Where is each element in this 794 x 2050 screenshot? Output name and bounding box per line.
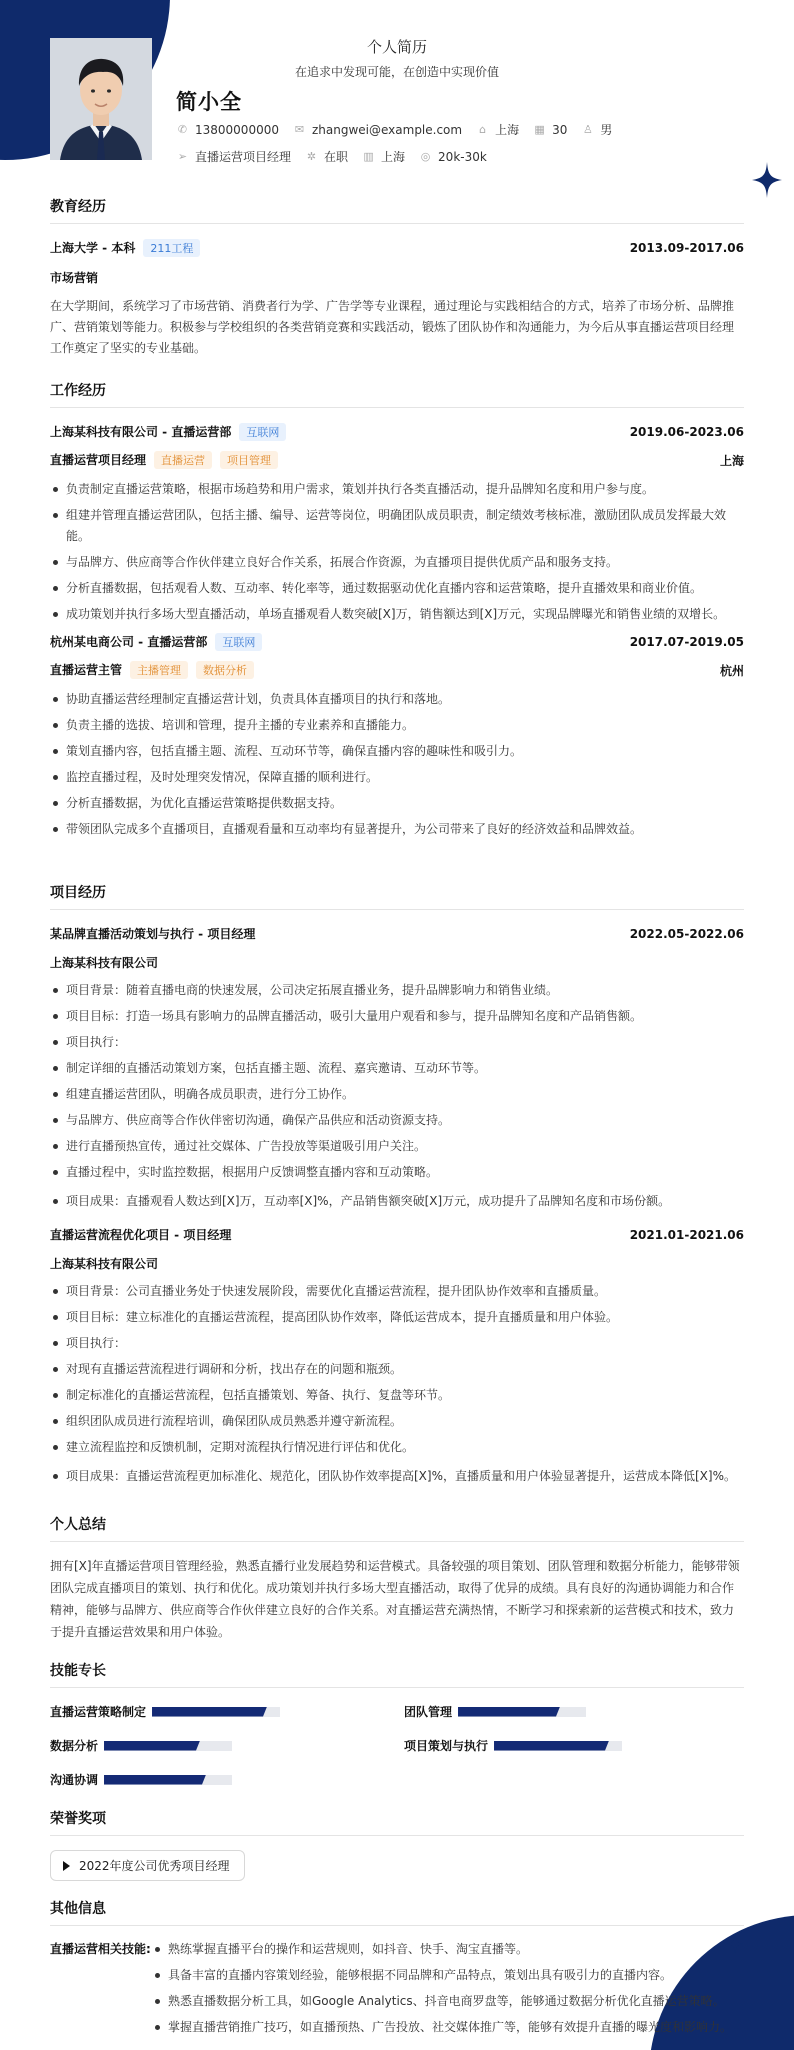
role-title: 直播运营主管 xyxy=(50,663,123,677)
project-company: 上海某科技有限公司 xyxy=(50,1257,159,1271)
list-item: 监控直播过程，及时处理突发情况，保障直播的顺利进行。 xyxy=(50,767,744,788)
send-icon: ➢ xyxy=(177,150,188,163)
email-icon: ✉ xyxy=(294,123,305,136)
project-section xyxy=(50,882,744,1492)
list-item: 组建直播运营团队，明确各成员职责，进行分工协作。 xyxy=(50,1084,744,1105)
work-entry-head xyxy=(50,423,744,441)
gender-info xyxy=(581,121,612,138)
other-label: 直播运营相关技能: xyxy=(50,1942,151,1956)
list-item: 成功策划并执行多场大型直播活动，单场直播观看人数突破[X]万，销售额达到[X]万元，实现品牌曝光和销售业绩的双增长。 xyxy=(50,604,744,625)
summary-text: 拥有[X]年直播运营项目管理经验，熟悉直播行业发展趋势和运营模式。具备较强的项目策划、团队管理和数据分析能力，能够带领团队完成直播项目的策划、执行和优化。成功策划并执行多场大型直播活动，取得了优异的成绩。具有良好的沟通协调能力和合作精神，能够与品牌方、供应商等合作伙伴建立良好的合作关系。对直播运营充满热情，不断学习和探索新的运营模式和技术，致力于提升直播运营效果和用户体验。 xyxy=(50,1559,740,1639)
skill-name: 直播运营策略制定 xyxy=(50,1705,147,1719)
list-item: 项目执行： xyxy=(50,1032,744,1053)
section-title: 技能专长 xyxy=(50,1660,744,1688)
list-item: 对现有直播运营流程进行调研和分析，找出存在的问题和瓶颈。 xyxy=(50,1359,744,1380)
education-entry-head xyxy=(50,239,744,257)
sparkle-star-icon xyxy=(752,162,782,198)
skill-bar-track xyxy=(152,1707,280,1717)
industry-tag: 互联网 xyxy=(215,633,262,651)
skill-bar-fill xyxy=(494,1741,609,1751)
list-item: 项目执行： xyxy=(50,1333,744,1354)
skill-item xyxy=(50,1771,232,1788)
company-name: 杭州某电商公司 - 直播运营部 xyxy=(50,635,208,649)
list-item: 熟悉直播数据分析工具，如Google Analytics、抖音电商罗盘等，能够通过数据分析优化直播运营策略。 xyxy=(152,1991,744,2012)
work-location: 杭州 xyxy=(719,663,744,678)
role-row xyxy=(50,451,744,469)
skill-name: 数据分析 xyxy=(50,1739,99,1753)
resume-header xyxy=(0,0,794,190)
award-list xyxy=(50,1850,744,1881)
section-title: 其他信息 xyxy=(50,1898,744,1926)
work-period: 2019.06-2023.06 xyxy=(629,425,744,439)
project-details xyxy=(50,1281,744,1487)
list-item: 组织团队成员进行流程培训，确保团队成员熟悉并遵守新流程。 xyxy=(50,1411,744,1432)
list-item: 分析直播数据，包括观看人数、互动率、转化率等，通过数据驱动优化直播内容和运营策略，提升直播效果和商业价值。 xyxy=(50,578,744,599)
candidate-name: 简小全 xyxy=(176,90,242,114)
email-value: zhangwei@example.com xyxy=(311,122,463,137)
other-list xyxy=(152,1939,744,2043)
phone-value: 13800000000 xyxy=(195,122,279,137)
list-item: 协助直播运营经理制定直播运营计划，负责具体直播项目的执行和落地。 xyxy=(50,689,744,710)
school-tag: 211工程 xyxy=(143,239,200,257)
work-list xyxy=(50,423,744,840)
list-item: 项目目标：建立标准化的直播运营流程，提高团队协作效率，降低运营成本，提升直播质量和用户体验。 xyxy=(50,1307,744,1328)
list-item: 项目成果：直播观看人数达到[X]万，互动率[X]%，产品销售额突破[X]万元，成功提升了品牌知名度和市场份额。 xyxy=(50,1191,744,1212)
list-item: 项目背景：随着直播电商的快速发展，公司决定拓展直播业务，提升品牌影响力和销售业绩。 xyxy=(50,980,744,1001)
other-section xyxy=(50,1898,744,2043)
skill-item xyxy=(404,1703,586,1720)
city-value: 上海 xyxy=(495,123,520,137)
target-city-value: 上海 xyxy=(381,150,406,164)
status-value: 在职 xyxy=(324,150,349,164)
project-entry xyxy=(50,925,744,1212)
work-section xyxy=(50,380,744,845)
project-entry-head xyxy=(50,1226,744,1243)
role-row xyxy=(50,661,744,679)
list-item: 项目目标：打造一场具有影响力的品牌直播活动，吸引大量用户观看和参与，提升品牌知名度和产品销售额。 xyxy=(50,1006,744,1027)
company-name: 上海某科技有限公司 - 直播运营部 xyxy=(50,425,232,439)
awards-section xyxy=(50,1808,744,1881)
work-duties xyxy=(50,479,744,625)
target-city-info xyxy=(362,148,405,165)
summary-section xyxy=(50,1514,744,1643)
phone-icon: ✆ xyxy=(177,123,188,136)
salary-value: 20k-30k xyxy=(438,149,487,164)
skill-name: 团队管理 xyxy=(404,1705,453,1719)
skill-item xyxy=(50,1737,232,1754)
list-item: 负责主播的选拔、培训和管理，提升主播的专业素养和直播能力。 xyxy=(50,715,744,736)
project-name: 某品牌直播活动策划与执行 - 项目经理 xyxy=(50,927,256,941)
list-item: 制定详细的直播活动策划方案，包括直播主题、流程、嘉宾邀请、互动环节等。 xyxy=(50,1058,744,1079)
phone-info xyxy=(176,123,279,137)
project-period: 2021.01-2021.06 xyxy=(629,1227,744,1242)
major: 市场营销 xyxy=(50,271,99,285)
sparkle-star-small-icon xyxy=(727,1934,743,1954)
section-title: 荣誉奖项 xyxy=(50,1808,744,1836)
list-item: 建立流程监控和反馈机制，定期对流程执行情况进行评估和优化。 xyxy=(50,1437,744,1458)
list-item: 分析直播数据，为优化直播运营策略提供数据支持。 xyxy=(50,793,744,814)
skill-bar-fill xyxy=(104,1775,206,1785)
user-icon: ♙ xyxy=(582,123,593,136)
list-item: 具备丰富的直播内容策划经验，能够根据不同品牌和产品特点，策划出具有吸引力的直播内容。 xyxy=(152,1965,744,1986)
project-period: 2022.05-2022.06 xyxy=(629,926,744,941)
project-list xyxy=(50,925,744,1487)
work-entry-head xyxy=(50,633,744,651)
role-tag: 项目管理 xyxy=(220,451,278,469)
section-title: 工作经历 xyxy=(50,380,744,408)
gender-value: 男 xyxy=(600,123,613,137)
status-info xyxy=(305,148,348,165)
list-item: 项目成果：直播运营流程更加标准化、规范化，团队协作效率提高[X]%，直播质量和用户体验显著提升，运营成本降低[X]%。 xyxy=(50,1466,744,1487)
education-section xyxy=(50,196,744,359)
project-details xyxy=(50,980,744,1212)
email-info xyxy=(293,123,462,137)
position-value: 直播运营项目经理 xyxy=(195,150,292,164)
document-title: 个人简历 xyxy=(366,38,427,56)
city-info xyxy=(476,121,519,138)
school-name: 上海大学 - 本科 xyxy=(50,241,136,255)
list-item: 带领团队完成多个直播项目，直播观看量和互动率均有显著提升，为公司带来了良好的经济效益和品牌效益。 xyxy=(50,819,744,840)
list-item: 掌握直播营销推广技巧，如直播预热、广告投放、社交媒体推广等，能够有效提升直播的曝光度和影响力。 xyxy=(152,2017,744,2038)
role-tag: 直播运营 xyxy=(154,451,212,469)
role-tag: 主播管理 xyxy=(130,661,188,679)
settings-icon: ✲ xyxy=(306,150,317,163)
list-item: 与品牌方、供应商等合作伙伴密切沟通，确保产品供应和活动资源支持。 xyxy=(50,1110,744,1131)
list-item: 负责制定直播运营策略，根据市场趋势和用户需求，策划并执行各类直播活动，提升品牌知名度和用户参与度。 xyxy=(50,479,744,500)
role-tag: 数据分析 xyxy=(196,661,254,679)
work-location: 上海 xyxy=(719,453,744,468)
role-title: 直播运营项目经理 xyxy=(50,453,147,467)
document-motto: 在追求中发现可能，在创造中实现价值 xyxy=(294,65,499,79)
other-info xyxy=(50,1939,744,2043)
position-info xyxy=(176,148,291,165)
list-item: 项目背景：公司直播业务处于快速发展阶段，需要优化直播运营流程，提升团队协作效率和直播质量。 xyxy=(50,1281,744,1302)
section-title: 项目经历 xyxy=(50,882,744,910)
work-period: 2017.07-2019.05 xyxy=(629,635,744,649)
building-icon: ▥ xyxy=(363,150,374,163)
age-info xyxy=(533,123,567,137)
work-entry xyxy=(50,423,744,625)
award-item[interactable] xyxy=(50,1850,245,1881)
skill-bar-fill xyxy=(458,1707,560,1717)
play-triangle-icon xyxy=(63,1861,70,1871)
skills-section xyxy=(50,1660,744,1688)
skill-bar-track xyxy=(494,1741,622,1751)
skill-item xyxy=(50,1703,280,1720)
skill-name: 沟通协调 xyxy=(50,1773,99,1787)
list-item: 进行直播预热宣传，通过社交媒体、广告投放等渠道吸引用户关注。 xyxy=(50,1136,744,1157)
skill-name: 项目策划与执行 xyxy=(404,1739,489,1753)
calendar-icon: ▦ xyxy=(534,123,545,136)
list-item: 制定标准化的直播运营流程，包括直播策划、筹备、执行、复盘等环节。 xyxy=(50,1385,744,1406)
skill-bar-track xyxy=(104,1741,232,1751)
project-entry xyxy=(50,1226,744,1487)
list-item: 组建并管理直播运营团队，包括主播、编导、运营等岗位，明确团队成员职责，制定绩效考核标准，激励团队成员发挥最大效能。 xyxy=(50,505,744,547)
industry-tag: 互联网 xyxy=(239,423,286,441)
skill-bar-track xyxy=(104,1775,232,1785)
work-entry xyxy=(50,633,744,840)
project-name: 直播运营流程优化项目 - 项目经理 xyxy=(50,1228,232,1242)
list-item: 与品牌方、供应商等合作伙伴建立良好合作关系，拓展合作资源，为直播项目提供优质产品和服务支持。 xyxy=(50,552,744,573)
salary-info xyxy=(419,150,487,164)
work-duties xyxy=(50,689,744,840)
contact-row xyxy=(176,121,626,138)
skill-item xyxy=(404,1737,622,1754)
skill-bar-track xyxy=(458,1707,586,1717)
avatar xyxy=(50,38,152,160)
skill-bar-fill xyxy=(152,1707,267,1717)
section-title: 教育经历 xyxy=(50,196,744,224)
home-icon: ⌂ xyxy=(479,123,487,136)
money-icon: ◎ xyxy=(420,150,431,163)
education-description: 在大学期间，系统学习了市场营销、消费者行为学、广告学等专业课程，通过理论与实践相结合的方式，培养了市场分析、品牌推广、营销策划等能力。积极参与学校组织的各类营销竞赛和实践活动，锻炼了团队协作和沟通能力，为今后从事直播运营项目经理工作奠定了坚实的专业基础。 xyxy=(50,299,735,355)
project-company: 上海某科技有限公司 xyxy=(50,956,159,970)
age-value: 30 xyxy=(552,122,568,137)
project-entry-head xyxy=(50,925,744,942)
education-period: 2013.09-2017.06 xyxy=(629,241,744,255)
skill-bar-fill xyxy=(104,1741,200,1751)
award-label: 2022年度公司优秀项目经理 xyxy=(79,1859,230,1873)
list-item: 熟练掌握直播平台的操作和运营规则，如抖音、快手、淘宝直播等。 xyxy=(152,1939,744,1960)
job-intent-row xyxy=(176,148,501,165)
list-item: 策划直播内容，包括直播主题、流程、互动环节等，确保直播内容的趣味性和吸引力。 xyxy=(50,741,744,762)
section-title: 个人总结 xyxy=(50,1514,744,1542)
list-item: 直播过程中，实时监控数据，根据用户反馈调整直播内容和互动策略。 xyxy=(50,1162,744,1183)
